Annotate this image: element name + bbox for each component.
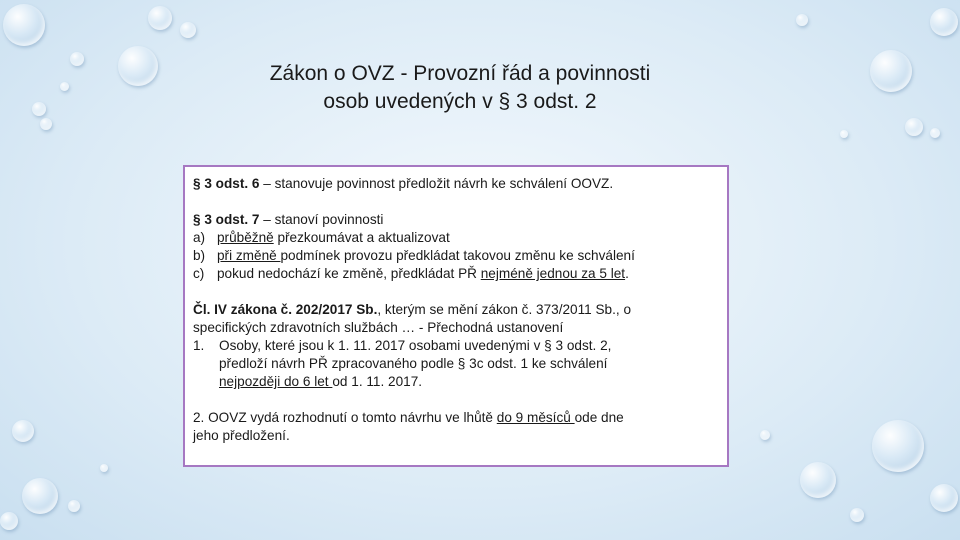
water-drop-decoration <box>118 46 158 86</box>
paragraph-text: – stanovuje povinnost předložit návrh ke schválení OOVZ. <box>259 176 614 191</box>
list-item <box>193 229 719 247</box>
bold-reference: § 3 odst. 7 <box>193 212 260 227</box>
list-text <box>193 373 719 391</box>
water-drop-decoration <box>800 462 836 498</box>
water-drop-decoration <box>22 478 58 514</box>
water-drop-decoration <box>180 22 196 38</box>
paragraph-odst-7 <box>193 211 719 229</box>
water-drop-decoration <box>100 464 108 472</box>
underlined-text: nejméně jednou za 5 let <box>480 266 626 281</box>
paragraph-text: 2. OOVZ vydá rozhodnutí o tomto návrhu ve lhůtě <box>193 410 497 425</box>
water-drop-decoration <box>3 4 45 46</box>
list-text: podmínek provozu předkládat takovou změnu ke schválení <box>280 248 635 263</box>
list-label: a) <box>193 230 206 245</box>
paragraph-text: specifických zdravotních službách … - Přechodná ustanovení <box>193 320 564 335</box>
water-drop-decoration <box>930 128 940 138</box>
water-drop-decoration <box>32 102 46 116</box>
water-drop-decoration <box>930 484 958 512</box>
slide-title <box>160 60 760 116</box>
water-drop-decoration <box>12 420 34 442</box>
paragraph-text: ode dne <box>574 410 624 425</box>
water-drop-decoration <box>60 82 69 91</box>
title-line-1: Zákon o OVZ - Provozní řád a povinnosti <box>269 62 651 85</box>
underlined-text: průběžně <box>217 230 274 245</box>
list-label: c) <box>193 266 205 281</box>
list-text: od 1. 11. 2017. <box>332 374 423 389</box>
list-item <box>193 265 719 283</box>
water-drop-decoration <box>70 52 84 66</box>
paragraph-odst-6 <box>193 175 719 193</box>
water-drop-decoration <box>40 118 52 130</box>
paragraph-text: jeho předložení. <box>193 428 290 443</box>
water-drop-decoration <box>872 420 924 472</box>
underlined-text: nejpozději do 6 let <box>219 374 333 389</box>
list-item <box>193 247 719 265</box>
paragraph-text: – stanoví povinnosti <box>259 212 384 227</box>
water-drop-decoration <box>930 8 958 36</box>
list-text: předloží návrh PŘ zpracovaného podle § 3c odst. 1 ke schválení <box>219 356 608 371</box>
water-drop-decoration <box>0 512 18 530</box>
bold-reference: Čl. IV zákona č. 202/2017 Sb. <box>193 302 378 317</box>
water-drop-decoration <box>850 508 864 522</box>
list-text: pokud nedochází ke změně, předkládat PŘ <box>217 266 481 281</box>
list-label: 1. <box>193 338 205 353</box>
water-drop-decoration <box>905 118 923 136</box>
water-drop-decoration <box>68 500 80 512</box>
list-label: b) <box>193 248 206 263</box>
paragraph-cl-iv <box>193 301 719 319</box>
underlined-text: do 9 měsíců <box>496 410 575 425</box>
water-drop-decoration <box>148 6 172 30</box>
list-item <box>193 337 719 355</box>
water-drop-decoration <box>760 430 770 440</box>
bold-reference: § 3 odst. 6 <box>193 176 260 191</box>
water-drop-decoration <box>796 14 808 26</box>
title-line-2: osob uvedených v § 3 odst. 2 <box>323 90 597 113</box>
water-drop-decoration <box>840 130 848 138</box>
paragraph-point-2 <box>193 409 719 427</box>
water-drop-decoration <box>870 50 912 92</box>
paragraph-text: , kterým se mění zákon č. 373/2011 Sb., o <box>377 302 632 317</box>
content-box <box>183 165 729 467</box>
list-text: . <box>625 266 629 281</box>
list-text: Osoby, které jsou k 1. 11. 2017 osobami uvedenými v § 3 odst. 2, <box>219 338 612 353</box>
underlined-text: při změně <box>217 248 281 263</box>
list-text: přezkoumávat a aktualizovat <box>273 230 450 245</box>
